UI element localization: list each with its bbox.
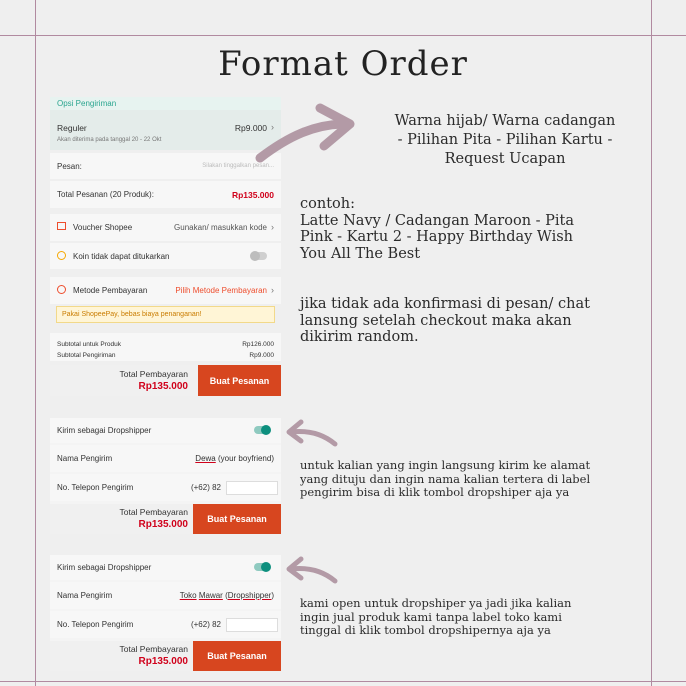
buat-pesanan-button[interactable]: Buat Pesanan — [193, 641, 281, 671]
message-input[interactable]: Silakan tinggalkan pesan... — [202, 163, 274, 169]
sender-phone-prefix: (+62) 82 — [190, 483, 221, 492]
format-line-2: - Pilihan Pita - Pilihan Kartu - — [397, 132, 613, 148]
voucher-row[interactable] — [50, 214, 281, 241]
dropship-open-line-2: ingin jual produk kami tanpa label toko kami — [300, 609, 562, 624]
message-label: Pesan: — [57, 162, 82, 171]
dropship-open-line-3: tinggal di klik tombol dropshipernya aja ya — [300, 623, 551, 637]
dropship-toggle-label: Kirim sebagai Dropshipper — [57, 563, 152, 572]
frame-line-bottom — [0, 681, 686, 682]
total-order-value: Rp135.000 — [231, 190, 274, 200]
voucher-label: Voucher Shopee — [73, 223, 133, 232]
sender-name-value[interactable]: Toko Mawar (Dropshipper) — [179, 591, 274, 600]
chevron-right-icon: › — [271, 285, 274, 295]
example-block — [300, 196, 645, 262]
dropship-total-label: Total Pembayaran — [119, 644, 188, 654]
coin-icon — [57, 251, 66, 260]
buat-pesanan-button[interactable]: Buat Pesanan — [193, 504, 281, 534]
voucher-action: Gunakan/ masukkan kode — [174, 223, 267, 232]
sender-name-label: Nama Pengirim — [57, 591, 113, 600]
dropship-note-line-1: untuk kalian yang ingin langsung kirim ke alamat — [300, 458, 591, 472]
coin-toggle[interactable] — [251, 252, 267, 260]
dropship-screenshot-1 — [50, 418, 281, 534]
payment-label: Metode Pembayaran — [73, 286, 148, 295]
example-line-2: Pink - Kartu 2 - Happy Birthday Wish — [300, 229, 574, 245]
dropship-screenshot-2 — [50, 555, 281, 671]
shipping-section-title: Opsi Pengiriman — [57, 99, 117, 108]
coin-label: Koin tidak dapat ditukarkan — [73, 252, 170, 261]
total-order-row — [50, 181, 281, 208]
chevron-right-icon: › — [271, 222, 274, 232]
arrow-icon — [250, 100, 360, 170]
chevron-right-icon: › — [271, 122, 274, 132]
sender-name-suffix: (your boyfriend) — [215, 454, 274, 463]
page-title: Format Order — [218, 44, 468, 84]
voucher-icon — [57, 222, 66, 230]
sender-phone-prefix: (+62) 82 — [190, 620, 221, 629]
sender-phone-row[interactable] — [50, 474, 281, 501]
dropship-toggle[interactable] — [254, 426, 270, 434]
dropship-total-area — [50, 504, 198, 534]
sender-name-label: Nama Pengirim — [57, 454, 113, 463]
total-payment-label: Total Pembayaran — [119, 369, 188, 379]
dropship-total-value: Rp135.000 — [138, 656, 188, 667]
shipping-price: Rp9.000 — [234, 123, 267, 133]
example-line-3: You All The Best — [300, 245, 421, 262]
sender-name-part3: Dropshipper — [227, 591, 272, 600]
sender-phone-label: No. Telepon Pengirim — [57, 620, 134, 629]
frame-line-top — [0, 35, 686, 36]
sender-name-value[interactable] — [195, 454, 274, 463]
format-line-1: Warna hijab/ Warna cadangan — [394, 113, 616, 129]
format-instruction — [360, 112, 650, 169]
sender-phone-row[interactable] — [50, 611, 281, 638]
shipping-label: Reguler — [57, 123, 87, 133]
message-row[interactable] — [50, 153, 281, 179]
dropship-toggle-row — [50, 555, 281, 580]
subtotal-block — [50, 333, 281, 361]
sender-name-row[interactable] — [50, 582, 281, 609]
sender-name-row[interactable] — [50, 445, 281, 472]
sender-phone-label: No. Telepon Pengirim — [57, 483, 134, 492]
example-label: contoh: — [300, 196, 355, 212]
arrow-icon — [283, 555, 343, 587]
warning-line-3: dikirim random. — [300, 329, 419, 345]
example-line-1: Latte Navy / Cadangan Maroon - Pita — [300, 212, 575, 229]
dropship-total-value: Rp135.000 — [138, 519, 188, 530]
dropship-toggle-row — [50, 418, 281, 443]
shipping-option-header — [50, 97, 281, 110]
checkout-screenshot — [50, 97, 281, 396]
warning-line-1: jika tidak ada konfirmasi di pesan/ chat — [300, 296, 590, 312]
format-line-3: Request Ucapan — [444, 151, 566, 167]
dropship-total-label: Total Pembayaran — [119, 507, 188, 517]
payment-action: Pilih Metode Pembayaran — [175, 286, 267, 295]
sender-name-part1: Toko — [179, 591, 197, 600]
arrow-icon — [283, 418, 343, 450]
dropship-toggle-label: Kirim sebagai Dropshipper — [57, 426, 152, 435]
dropship-note-line-3: pengirim bisa di klik tombol dropshiper aja ya — [300, 485, 570, 499]
dropship-note-block — [300, 459, 645, 500]
subtotal-product-label: Subtotal untuk Produk — [57, 341, 121, 348]
total-payment-area — [50, 365, 198, 396]
dropship-toggle[interactable] — [254, 563, 270, 571]
payment-method-row[interactable] — [50, 277, 281, 304]
buat-pesanan-button[interactable]: Buat Pesanan — [198, 365, 281, 396]
shopeepay-note: Pakai ShopeePay, bebas biaya penanganan! — [62, 311, 202, 318]
frame-line-left — [35, 0, 36, 686]
subtotal-shipping-label: Subtotal Pengiriman — [57, 352, 116, 359]
sender-name-part2: Mawar — [198, 591, 223, 600]
subtotal-product-value: Rp126.000 — [242, 341, 274, 348]
warning-line-2: lansung setelah checkout maka akan — [300, 312, 572, 329]
dropship-total-area — [50, 641, 198, 671]
payment-icon — [57, 285, 66, 294]
total-payment-value: Rp135.000 — [138, 381, 188, 392]
frame-line-right — [651, 0, 652, 686]
dropship-open-block — [300, 597, 645, 638]
shopeepay-banner — [56, 306, 275, 323]
total-order-label: Total Pesanan (20 Produk): — [57, 190, 154, 199]
shipping-option-row[interactable] — [50, 110, 281, 150]
dropship-note-line-2: yang dituju dan ingin nama kalian tertera di label — [300, 471, 591, 486]
coin-row — [50, 243, 281, 269]
warning-block — [300, 296, 645, 346]
sender-name-prefix: Dewa — [195, 454, 216, 463]
sender-phone-input[interactable] — [226, 618, 278, 632]
subtotal-shipping-value: Rp9.000 — [249, 352, 274, 359]
shipping-eta: Akan diterima pada tanggal 20 - 22 Okt — [57, 137, 162, 143]
sender-phone-input[interactable] — [226, 481, 278, 495]
dropship-open-line-1: kami open untuk dropshiper ya jadi jika kalian — [300, 596, 572, 610]
